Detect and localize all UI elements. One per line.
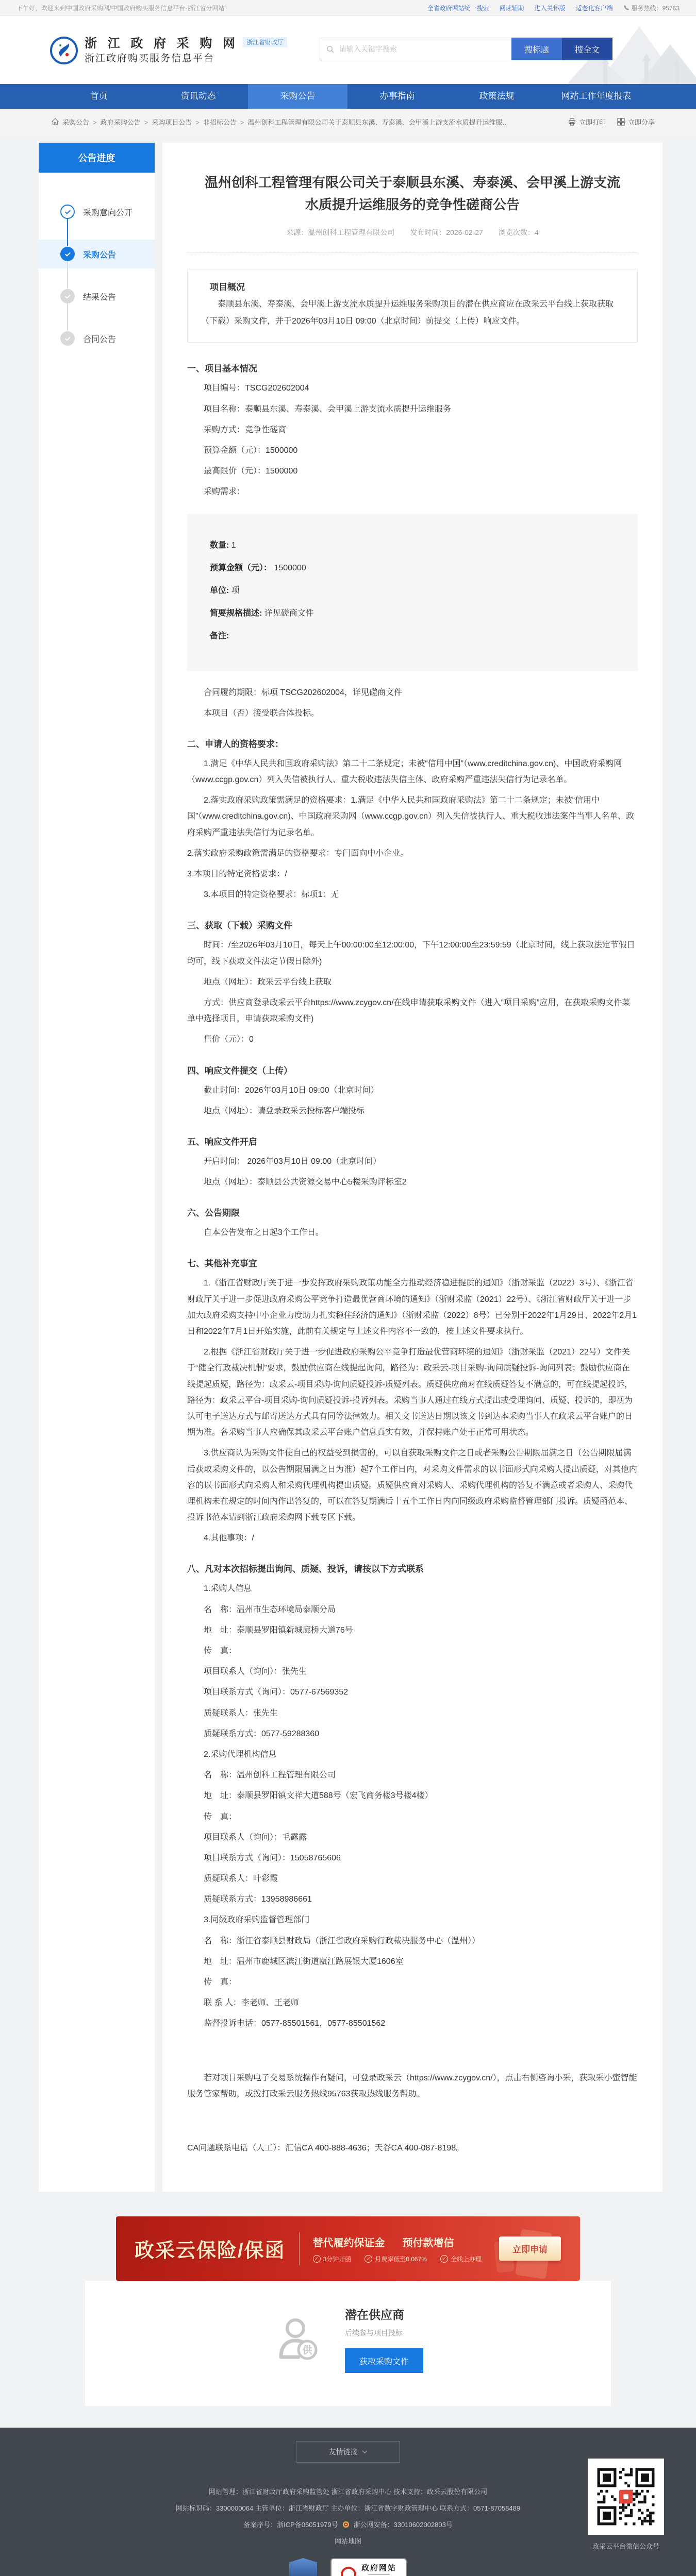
site-header <box>0 16 696 84</box>
banner-feature <box>440 2255 482 2263</box>
paragraph: 3.本项目的特定资格要求：/ <box>187 870 287 878</box>
banner-divider <box>299 2232 300 2265</box>
paragraph: 2.落实政府采购政策需满足的资格要求：专门面向中小企业。 <box>187 849 409 858</box>
get-procurement-file-button[interactable]: 获取采购文件 <box>345 2348 423 2373</box>
banner-title: 政采云保险/保函 <box>135 2240 286 2262</box>
search-box <box>320 38 511 60</box>
find-badge-bottom <box>368 2574 390 2576</box>
paragraph: 2.落实政府采购政策需满足的资格要求：1.满足《中华人民共和国政府采购法》第二十二条规定；未被“信用中国”（www.creditchina.gov.cn)、中国政府采购网（www.ccgp.gov.cn）列入失信被执行人、重大税收违法案件当事人名单、政府采购严重违法失信行为记录名单。 <box>187 796 635 837</box>
site-titles <box>85 36 287 65</box>
paragraph: 项目联系人（询问）：毛露露 <box>204 1833 307 1842</box>
breadcrumb <box>62 117 508 127</box>
home-icon <box>52 118 59 125</box>
magnifier-icon <box>341 2567 356 2576</box>
lot-detail-label: 单位: <box>210 586 229 595</box>
banner-feature-label: 月费率低至0.067% <box>375 2255 427 2263</box>
page-title: 温州创科工程管理有限公司关于泰顺县东溪、寿泰溪、会甲溪上游支流水质提升运维服务的竞争性磋商公告 <box>204 175 620 212</box>
lot-detail-row <box>210 580 615 602</box>
paragraph: 采购需求： <box>204 487 245 497</box>
search-fulltext-button[interactable]: 搜全文 <box>562 38 612 60</box>
paragraph: 传 真： <box>204 1812 237 1821</box>
spacer <box>187 2037 638 2065</box>
topbar-link[interactable]: 适老化客户端 <box>575 4 613 12</box>
gov-site-error-report-badge[interactable] <box>330 2558 407 2576</box>
step-label: 采购意向公开 <box>83 208 133 217</box>
apply-now-button[interactable]: 立即申请 <box>499 2236 561 2261</box>
sidebar-title: 公告进度 <box>39 143 155 173</box>
paragraph: 合同履约期限：标项 TSCG202602004，详见磋商文件 <box>204 688 402 697</box>
lot-detail-value: 详见磋商文件 <box>262 608 314 618</box>
nav-item-网站工作年度报表[interactable]: 网站工作年度报表 <box>561 91 632 101</box>
hotline-text: 服务热线：95763 <box>631 4 680 12</box>
section-heading: 二、申请人的资格要求： <box>187 739 284 749</box>
paragraph: 1.《浙江省财政厅关于进一步发挥政府采购政策功能全力推动经济稳进提质的通知》（浙财采监（2022）3号）、《浙江省财政厅关于进一步促进政府采购公平竞争打造最优营商环境的通知》（浙财采监（2021）22号）、《浙江省财政厅关于进一步加大政府采购支持中小企业力度助力扎实稳住经济的通知》（浙财采监（2022）8号）已分别于2022年1月29日、2022年2月1日和2022年7月1日开始实施，此前有关规定与上述文件内容不一致的，按上述文件要求执行。 <box>187 1279 637 1336</box>
paragraph: 2.采购代理机构信息 <box>204 1750 277 1759</box>
step-check-icon <box>60 247 75 261</box>
section-heading: 一、项目基本情况 <box>187 364 257 374</box>
finance-dept-badge: 浙江省财政厅 <box>243 37 287 47</box>
paragraph: 联 系 人：李老师、王老师 <box>204 1998 299 2008</box>
site-logo-icon <box>49 36 78 65</box>
paragraph: 地 址：泰顺县罗阳镇文祥大道588号（宏飞商务楼3号楼4楼） <box>204 1791 433 1801</box>
progress-step-采购公告[interactable] <box>39 240 155 268</box>
paragraph: 地 址：温州市鹿城区滨江街道瓯江路展银大厦1606室 <box>204 1957 404 1966</box>
step-pending-icon <box>60 331 75 346</box>
step-connector <box>67 303 68 331</box>
banner-features <box>313 2255 482 2263</box>
topbar <box>0 0 696 16</box>
step-label: 合同公告 <box>83 335 117 344</box>
potential-supplier-card <box>85 2281 611 2406</box>
nav-item-资讯动态[interactable]: 资讯动态 <box>180 91 216 101</box>
nav-item-办事指南[interactable]: 办事指南 <box>379 91 415 101</box>
lot-detail-value: 1500000 <box>272 563 306 572</box>
paragraph: 方式：供应商登录政采云平台https://www.zcygov.cn/在线申请获取采购文件（进入“项目采购”应用，在获取采购文件菜单中选择项目，申请获取采购文件) <box>187 998 631 1024</box>
hotline <box>623 4 680 12</box>
chevron-down-icon <box>362 2450 368 2454</box>
paragraph: 4.其他事项：/ <box>204 1534 254 1543</box>
paragraph: 地点（网址）：泰顺县公共资源交易中心5楼采购评标室2 <box>204 1178 407 1187</box>
banner-decoration <box>494 2241 515 2273</box>
share-action[interactable] <box>617 117 655 127</box>
breadcrumb-separator: > <box>240 118 244 126</box>
paragraph: 采购方式：竞争性磋商 <box>204 425 287 434</box>
paragraph: 预算金额（元）：1500000 <box>204 446 298 455</box>
public-institution-badge[interactable] <box>289 2558 317 2576</box>
breadcrumb-separator: > <box>93 118 97 126</box>
phone-icon <box>623 5 629 11</box>
announcement-content <box>162 143 662 2192</box>
greeting-text: 下午好，欢迎来到中国政府采购网/中国政府购买服务信息平台-浙江省分网站！ <box>16 4 231 12</box>
breadcrumb-link[interactable]: 采购公告 <box>62 118 90 126</box>
step-pending-icon <box>60 289 75 303</box>
footer-management-line: 网站管理：浙江省财政厅政府采购监管处 浙江省政府采购中心 技术支持：政采云股份有限公司 <box>208 2488 488 2496</box>
topbar-links <box>427 4 680 12</box>
overview-text: 泰顺县东溪、寿泰溪、会甲溪上游支流水质提升运维服务采购项目的潜在供应商应在政采云平台线上获取获取（下载）采购文件，并于2026年03月10日 09:00（北京时间）前提交（上传）响应文件。 <box>201 299 614 326</box>
lot-detail-value: 项 <box>229 586 240 595</box>
check-icon: ✓ <box>364 2255 372 2263</box>
progress-steps <box>39 173 155 382</box>
breadcrumb-current: 温州创科工程管理有限公司关于泰顺县东溪、寿泰溪、会甲溪上游支流水质提升运维服... <box>247 118 508 126</box>
sitemap-link[interactable]: 网站地图 <box>334 2537 361 2546</box>
paragraph: 项目联系方式（询问）：15058765606 <box>204 1853 341 1862</box>
check-icon: ✓ <box>313 2255 321 2263</box>
paragraph: 3.同级政府采购监督管理部门 <box>204 1916 310 1925</box>
print-action[interactable] <box>568 117 606 127</box>
paragraph: 监督投诉电话：0577-85501561，0577-85501562 <box>204 2019 386 2028</box>
paragraph: 截止时间：2026年03月10日 09:00（北京时间） <box>204 1086 379 1095</box>
section-heading: 五、响应文件开启 <box>187 1137 257 1147</box>
nav-item-政策法规[interactable]: 政策法规 <box>479 91 515 101</box>
topbar-link[interactable]: 阅读辅助 <box>499 4 524 12</box>
qr-code <box>588 2459 664 2535</box>
main-nav <box>0 84 696 109</box>
share-icon <box>617 118 625 126</box>
announcement-progress-sidebar <box>39 143 155 2192</box>
paragraph: 质疑联系人：张先生 <box>204 1708 278 1718</box>
paragraph: 最高限价（元）：1500000 <box>204 467 298 476</box>
paragraph: CA问题联系电话（人工）：汇信CA 400-888-4636；天谷CA 400-087-8198。 <box>187 2143 465 2153</box>
paragraph: 2.根据《浙江省财政厅关于进一步促进政府采购公平竞争打造最优营商环境的通知》（浙财采监（2021）22号）文件关于“健全行政裁决机制”要求，鼓励供应商在线提起询问，路径为：政采云-项目采购-询问质疑投诉-询问列表；鼓励供应商在线提起质疑，路径为：政采云-项目采购-询问质疑投诉-质疑列表。质疑供应商对在线质疑答复不满意的，可在线提起投诉，路径为：政采云平台-项目采购-询问质疑投诉-投诉列表。采购当事人通过在线方式提出或受理询问、质疑、投诉的，即视为认可电子送达方式与邮寄送达方式具有同等法律效力。相关文书送达日期以该文书到达本采购当事人在政采云平台账户的日期为准。各采购当事人应确保其政采云平台账户信息真实有效，并保持账户处于正常可用状态。 <box>187 1348 633 1437</box>
lot-detail-row <box>210 625 615 648</box>
lot-detail-row <box>210 557 615 580</box>
banner-feature-label: 全线上办理 <box>450 2255 482 2263</box>
paragraph: 若对项目采购电子交易系统操作有疑问，可登录政采云（https://www.zcygov.cn/），点击右侧咨询小采，获取采小蜜智能服务管家帮助，或拨打政采云服务热线95763获取热线服务帮助。 <box>187 2073 637 2098</box>
meta-source: 来源：温州创科工程管理有限公司 <box>286 228 395 236</box>
printer-icon <box>568 118 576 126</box>
insurance-banner[interactable] <box>116 2216 580 2281</box>
banner-decoration <box>515 2229 552 2279</box>
police-emblem-icon <box>342 2521 350 2528</box>
site-logo-wrap <box>49 36 287 65</box>
lot-detail-label: 数量: <box>210 540 229 550</box>
progress-step-合同公告[interactable] <box>39 324 155 353</box>
svg-text:供: 供 <box>302 2345 312 2356</box>
find-badge-top: 政府网站 <box>361 2564 396 2573</box>
banner-middle <box>313 2234 482 2263</box>
breadcrumb-link[interactable]: 政府采购公告 <box>100 118 141 126</box>
paragraph: 传 真： <box>204 1978 237 1987</box>
lot-detail-row <box>210 602 615 625</box>
project-overview-box <box>187 269 638 343</box>
supplier-info <box>345 2306 423 2373</box>
qr-caption: 政采云平台微信公众号 <box>592 2543 659 2551</box>
paragraph: 开启时间： 2026年03月10日 09:00（北京时间） <box>204 1157 382 1166</box>
section-heading: 八、凡对本次招标提出询问、质疑、投诉，请按以下方式联系 <box>187 1564 424 1574</box>
search-title-button[interactable]: 搜标题 <box>511 38 562 60</box>
topbar-link[interactable]: 进入关怀版 <box>534 4 566 12</box>
section-heading: 六、公告期限 <box>187 1208 240 1218</box>
lot-detail-value: 1 <box>229 540 236 550</box>
paragraph: 质疑联系人：叶彩霞 <box>204 1874 278 1884</box>
breadcrumb-separator: > <box>195 118 200 126</box>
article-meta <box>187 227 638 238</box>
banner-feature <box>313 2255 352 2263</box>
step-check-icon <box>60 205 75 219</box>
section-heading: 七、其他补充事宜 <box>187 1259 257 1269</box>
breadcrumb-link[interactable]: 非招标公告 <box>203 118 237 126</box>
site-subtitle: 浙江政府购买服务信息平台 <box>85 53 215 64</box>
section-heading: 三、获取（下载）采购文件 <box>187 921 292 931</box>
paragraph: 质疑联系方式：13958986661 <box>204 1895 312 1904</box>
paragraph: 本项目（否）接受联合体投标。 <box>204 708 320 718</box>
paragraph: 3.供应商认为采购文件使自己的权益受到损害的，可以自获取采购文件之日或者采购公告期限届满之日（公告期限届满后获取采购文件的，以公告期限届满之日为准）起7个工作日内，对采购文件需求的以书面形式向采购人提出质疑，对其他内容的以书面形式向采购人和采购代理机构提出质疑。质疑供应商对采购人、采购代理机构的答复不满意或者采购人、采购代理机构未在规定的时间内作出答复的，可以在答复期满后十五个工作日内向同级政府采购监督管理部门投诉。质疑函范本、投诉书范本请到浙江政府采购网下载专区下载。 <box>187 1449 637 1522</box>
paragraph: 3.本项目的特定资格要求：标项1：无 <box>204 890 339 900</box>
footer-badges <box>0 2558 696 2576</box>
friend-links-select[interactable] <box>296 2441 400 2463</box>
paragraph: 传 真： <box>204 1647 237 1655</box>
progress-step-结果公告[interactable] <box>39 282 155 311</box>
paragraph: 项目名称：泰顺县东溪、寿泰溪、会甲溪上游支流水质提升运维服务 <box>204 404 452 414</box>
paragraph: 地点（网址）：请登录政采云投标客户端投标 <box>204 1106 365 1115</box>
paragraph: 地 址：泰顺县罗阳镇新城廊桥大道76号 <box>204 1625 353 1635</box>
supplier-desc: 后续参与项目投标 <box>345 2329 403 2337</box>
step-connector <box>67 218 68 246</box>
friend-links-label: 友情链接 <box>328 2448 358 2456</box>
topbar-link[interactable]: 全省政府网站统一搜索 <box>427 4 489 12</box>
print-label: 立即打印 <box>578 118 606 126</box>
banner-subtitle-2: 预付款增信 <box>402 2237 454 2249</box>
share-label: 立即分享 <box>627 118 655 126</box>
section-heading: 四、响应文件提交（上传） <box>187 1065 292 1076</box>
paragraph: 项目联系方式（询问）：0577-67569352 <box>204 1688 349 1697</box>
site-footer <box>0 2428 696 2576</box>
lot-detail-label: 备注: <box>210 631 229 640</box>
paragraph: 时间：/至2026年03月10日，每天上午00:00:00至12:00:00，下午12:00:00至23:59:59（北京时间，线上获取法定节假日均可，线下获取文件法定节假日除外) <box>187 941 635 966</box>
wechat-qr-block <box>588 2459 664 2551</box>
check-icon: ✓ <box>440 2255 448 2263</box>
lot-detail-label: 简要规格描述: <box>210 608 262 618</box>
paragraph: 项目编号：TSCG202602004 <box>204 384 309 393</box>
lot-detail-box <box>187 514 638 671</box>
step-label: 结果公告 <box>83 293 117 302</box>
paragraph: 名 称：温州市生态环境局泰顺分局 <box>204 1605 336 1614</box>
breadcrumb-separator: > <box>144 118 148 126</box>
search-bar <box>320 38 612 60</box>
police-beian-number[interactable]: 浙公网安备：33010602002803号 <box>353 2521 453 2529</box>
paragraph: 售价（元）：0 <box>204 1035 254 1044</box>
breadcrumb-link[interactable]: 采购项目公告 <box>152 118 192 126</box>
nav-item-采购公告[interactable]: 采购公告 <box>248 84 347 109</box>
search-icon <box>326 45 334 53</box>
nav-item-首页[interactable]: 首页 <box>90 91 108 101</box>
meta-views: 浏览次数：4 <box>498 228 539 236</box>
supplier-title: 潜在供应商 <box>345 2308 404 2322</box>
site-name: 浙 江 政 府 采 购 网 浙江省财政厅 <box>85 36 287 52</box>
banner-feature-label: 3分钟开函 <box>323 2255 352 2263</box>
overview-title: 项目概况 <box>210 282 245 292</box>
paragraph: 名 称：浙江省泰顺县财政局（浙江省政府采购行政裁决服务中心（温州）） <box>204 1936 480 1945</box>
banner-subtitles <box>313 2234 482 2249</box>
breadcrumb-bar <box>0 109 696 134</box>
icp-number[interactable]: 备案序号：浙ICP备06051979号 <box>243 2521 338 2529</box>
find-badge-text <box>361 2562 396 2576</box>
step-connector <box>67 261 68 289</box>
banner-feature <box>364 2255 427 2263</box>
paragraph: 名 称：温州创科工程管理有限公司 <box>204 1771 336 1780</box>
meta-publish-time: 发布时间：2026-02-27 <box>410 228 483 236</box>
paragraph: 1.满足《中华人民共和国政府采购法》第二十二条规定；未被“信用中国”（www.creditchina.gov.cn)、中国政府采购网（www.ccgp.gov.cn）列入失信被执行人、重大税收违法失信主体、政府采购严重违法失信行为记录名单。 <box>187 759 622 785</box>
lot-detail-row <box>210 534 615 557</box>
paragraph: 项目联系人（询问）：张先生 <box>204 1667 307 1676</box>
paragraph: 地点（网址）：政采云平台线上获取 <box>204 977 332 987</box>
breadcrumb-actions <box>568 117 655 127</box>
paragraph: 1.采购人信息 <box>204 1584 252 1594</box>
footer-org-line: 网站标识码：3300000064 主管单位：浙江省财政厅 主办单位：浙江省数字财政管理中心 联系方式：0571-87058489 <box>175 2504 521 2513</box>
progress-step-采购意向公开[interactable] <box>39 197 155 226</box>
step-label: 采购公告 <box>83 250 117 260</box>
supplier-person-icon <box>273 2315 322 2364</box>
paragraph: 自本公告发布之日起3个工作日。 <box>204 1228 324 1238</box>
main-area <box>0 134 696 2192</box>
spacer <box>187 2107 638 2136</box>
paragraph: 质疑联系方式：0577-59288360 <box>204 1729 320 1738</box>
banner-subtitle-1: 替代履约保证金 <box>312 2237 385 2249</box>
article-blocks <box>187 269 638 2156</box>
lot-detail-label: 预算金额（元）： <box>210 563 272 572</box>
search-input[interactable] <box>338 44 495 54</box>
